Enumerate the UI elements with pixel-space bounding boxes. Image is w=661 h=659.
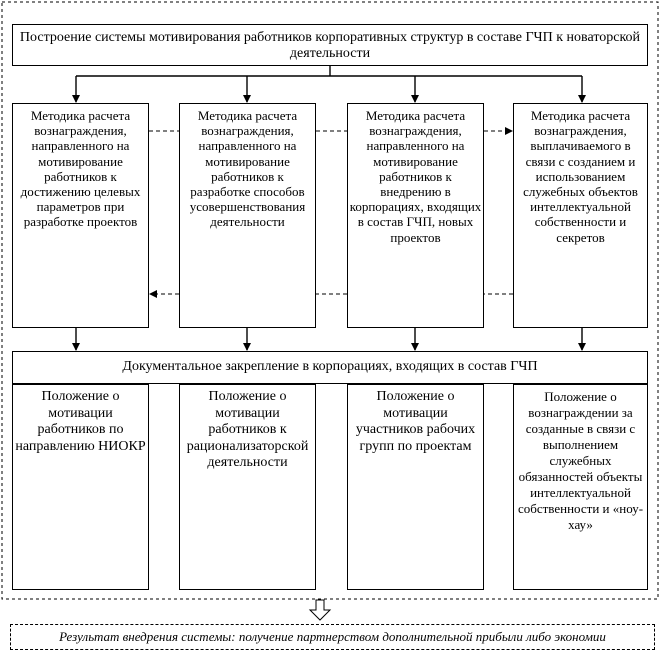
method-box-3: Методика расчета вознаграждения, направленного на мотивирование работников к внедрению в корпорациях, входящих в состав ГЧП, новых проектов xyxy=(347,103,484,328)
method-box-4: Методика расчета вознаграждения, выплачиваемого в связи с созданием и использованием служебных объектов интеллектуальной собственности и секретов xyxy=(513,103,648,328)
method-box-2: Методика расчета вознаграждения, направленного на мотивирование работников к разработке способов усовершенствования деятельности xyxy=(179,103,316,328)
system-title: Построение системы мотивирования работников корпоративных структур в составе ГЧП к новаторской деятельности xyxy=(12,24,648,66)
regulation-box-2: Положение о мотивации работников к рационализаторской деятельности xyxy=(179,384,316,590)
regulation-box-1: Положение о мотивации работников по направлению НИОКР xyxy=(12,384,149,590)
regulation-box-3: Положение о мотивации участников рабочих групп по проектам xyxy=(347,384,484,590)
result-box: Результат внедрения системы: получение партнерством дополнительной прибыли либо экономии xyxy=(10,624,655,650)
documentation-title: Документальное закрепление в корпорациях, входящих в состав ГЧП xyxy=(12,351,648,384)
regulation-box-4: Положение о вознаграждении за созданные в связи с выполнением служебных обязанностей объекты интеллектуальной собственности и «ноу-хау» xyxy=(513,384,648,590)
method-box-1: Методика расчета вознаграждения, направленного на мотивирование работников к достижению целевых параметров при разработке проектов xyxy=(12,103,149,328)
hollow-arrow-to-result xyxy=(310,600,330,620)
